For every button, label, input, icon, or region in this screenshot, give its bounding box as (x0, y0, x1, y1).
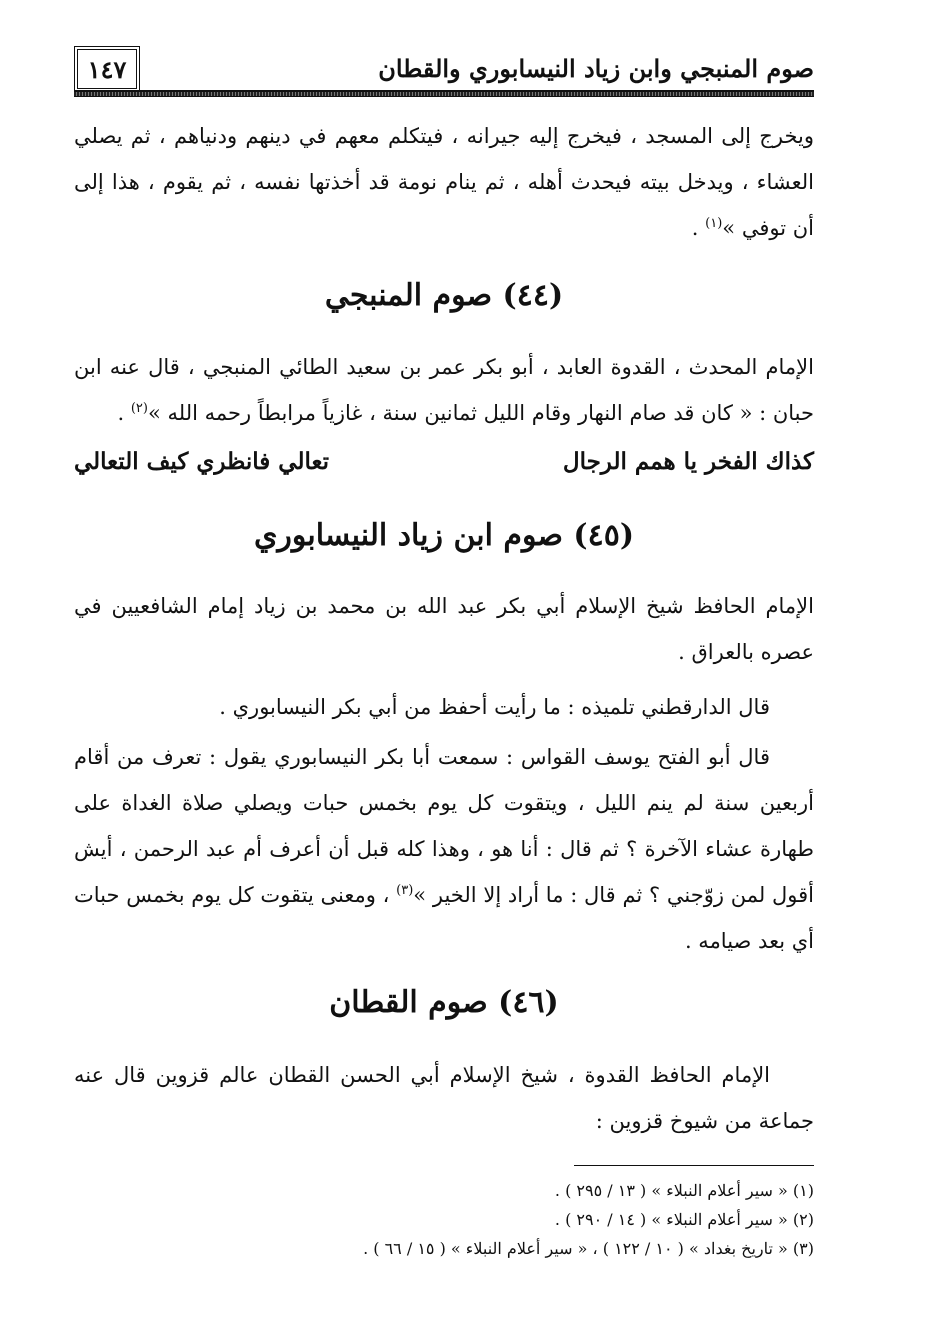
footnote-3: (٣) « تاريخ بغداد » ( ١٠ / ١٢٢ ) ، « سير أعلام النبلاء » ( ١٥ / ٦٦ ) . (363, 1239, 814, 1258)
verse-second-hemistich: تعالي فانظري كيف التعالي (74, 448, 329, 475)
header-rule (74, 90, 814, 97)
section-45-paragraph-3 (74, 734, 814, 964)
section-44-heading: (٤٤) صوم المنبجي (324, 278, 564, 313)
section-45-p3-end: ، ومعنى يتقوت كل يوم بخمس حبات أي بعد صيامه . (74, 883, 814, 953)
footnote-ref-2: (٢) (130, 401, 148, 416)
verse-first-hemistich: كذاك الفخر يا همم الرجال (562, 448, 814, 475)
intro-text: ويخرج إلى المسجد ، فيخرج إليه جيرانه ، فيتكلم معهم في دينهم ودنياهم ، ثم يصلي العشاء ، ويدخل بيته فيحدث أهله ، ثم ينام نومة قد أخذتها نفسه ، ثم يقوم ، هذا إلى أن توفي » (74, 124, 814, 240)
footnote-separator (574, 1165, 814, 1166)
page-number: ١٤٧ (74, 46, 140, 92)
footnotes (74, 1176, 814, 1263)
footnote-ref-1: (١) (705, 216, 723, 231)
intro-end: . (691, 216, 706, 240)
running-header (74, 46, 814, 102)
section-46-paragraph: الإمام الحافظ القدوة ، شيخ الإسلام أبي الحسن القطان عالم قزوين قال عنه جماعة من شيوخ قزوين : (74, 1063, 814, 1133)
section-44-text: الإمام المحدث ، القدوة العابد ، أبو بكر عمر بن سعيد الطائي المنبجي ، قال عنه ابن حبان : « كان قد صام النهار وقام الليل ثمانين سنة ، غازياً مرابطاً رحمه الله » (74, 355, 814, 425)
intro-paragraph (74, 113, 814, 251)
section-45-p3-text: قال أبو الفتح يوسف القواس : سمعت أبا بكر النيسابوري يقول : تعرف من أقام أربعين سنة لم ينم الليل ، ويتقوت كل يوم بخمس حبات ويصلي صلاة الغداة على طهارة عشاء الآخرة ؟ ثم قال : أنا هو ، وهذا كله قبل أن أعرف أم عبد الرحمن ، أيش أقول لمن زوّجني ؟ ثم قال : ما أراد إلا الخير » (74, 745, 814, 907)
section-45-paragraph-1: الإمام الحافظ شيخ الإسلام أبي بكر عبد الله بن محمد بن زياد إمام الشافعيين في عصره بالعراق . (74, 594, 814, 664)
footnote-1: (١) « سير أعلام النبلاء » ( ١٣ / ٢٩٥ ) . (554, 1181, 814, 1200)
running-title: صوم المنبجي وابن زياد النيسابوري والقطان (378, 54, 814, 83)
section-45-paragraph-2: قال الدارقطني تلميذه : ما رأيت أحفظ من أبي بكر النيسابوري . (219, 695, 770, 719)
footnote-ref-3: (٣) (396, 883, 414, 898)
section-46-heading: (٤٦) صوم القطان (329, 985, 559, 1020)
section-44-end: . (117, 401, 131, 425)
poetry-verse (74, 448, 814, 488)
footnote-2: (٢) « سير أعلام النبلاء » ( ١٤ / ٢٩٠ ) . (554, 1210, 814, 1229)
section-45-heading: (٤٥) صوم ابن زياد النيسابوري (253, 518, 635, 553)
section-44-paragraph (74, 344, 814, 436)
